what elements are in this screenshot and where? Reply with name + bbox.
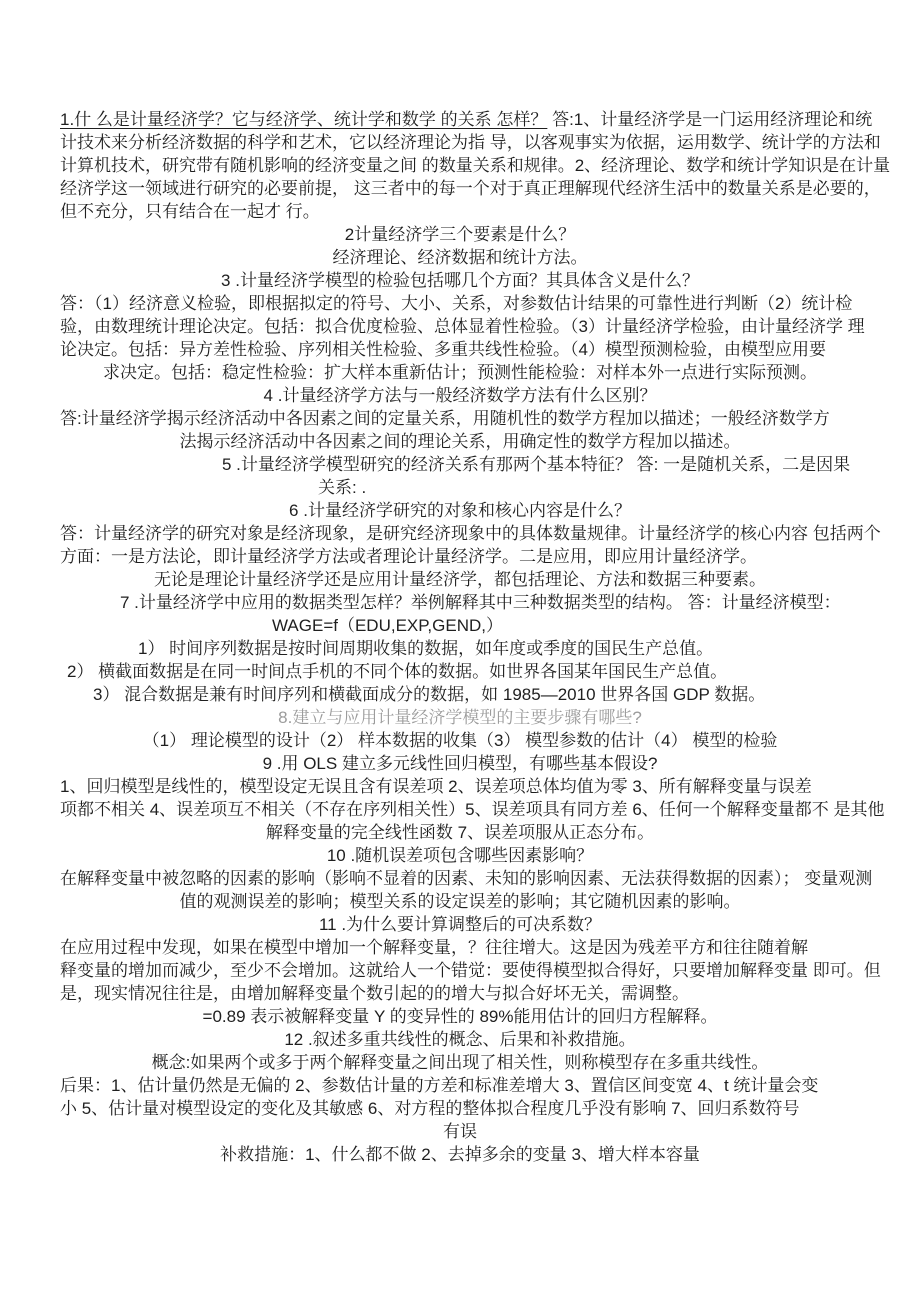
- text-line: 概念:如果两个或多于两个解释变量之间出现了相关性，则称模型存在多重共线性。: [151, 1053, 769, 1072]
- text-line: 2） 横截面数据是在同一时间点手机的不同个体的数据。如世界各国某年国民生产总值。: [67, 662, 728, 681]
- text-line: 9 .用 OLS 建立多元线性回归模型，有哪些基本假设?: [262, 754, 658, 773]
- text-line: 是，现实情况往往是，由增加解释变量个数引起的的增大与拟合好坏无关，需调整。: [60, 984, 689, 1003]
- text-line: 1、回归模型是线性的，模型设定无误且含有误差项 2、误差项总体均值为零 3、所有解释变量与误差: [60, 777, 812, 796]
- text-line: 1） 时间序列数据是按时间周期收集的数据，如年度或季度的国民生产总值。: [138, 639, 714, 658]
- text-line: 有误: [443, 1122, 477, 1141]
- text-line: 5 .计量经济学模型研究的经济关系有那两个基本特征？ 答: 一是随机关系，二是因果: [222, 455, 851, 474]
- text-line: 在解释变量中被忽略的因素的影响（影响不显着的因素、未知的影响因素、无法获得数据的因素）； 变量观测: [60, 869, 873, 888]
- text-line: 计技术来分析经济数据的科学和艺术，它以经济理论为指 导，以客观事实为依据，运用数学、统计学的方法和: [60, 133, 881, 152]
- text-line: 释变量的增加而减少，至少不会增加。这就给人一个错觉：要使得模型拟合得好，只要增加解释变量 即可。但: [60, 961, 881, 980]
- text-line: 项都不相关 4、误差项互不相关（不存在序列相关性）5、误差项具有同方差 6、任何一个解释变量都不 是其他: [60, 800, 885, 819]
- text-line: WAGE=f（EDU,EXP,GEND,）: [272, 616, 503, 635]
- text-line: 12 .叙述多重共线性的概念、后果和补救措施。: [284, 1030, 636, 1049]
- text-line: 论决定。包括：异方差性检验、序列相关性检验、多重共线性检验。（4）模型预测检验，由模型应用要: [60, 340, 826, 359]
- text-line: 后果：1、估计量仍然是无偏的 2、参数估计量的方差和标准差增大 3、置信区间变宽 4、t 统计量会变: [60, 1076, 819, 1095]
- text-line: 2计量经济学三个要素是什么？: [344, 225, 576, 244]
- text-line: 3 .计量经济学模型的检验包括哪几个方面？其具体含义是什么？: [221, 271, 699, 290]
- text-line: 求决定。包括：稳定性检验：扩大样本重新估计；预测性能检验：对样本外一点进行实际预测。: [103, 363, 817, 382]
- document-body: [60, 108, 891, 1166]
- text-line: 4 .计量经济学方法与一般经济数学方法有什么区别？: [263, 386, 657, 405]
- text-line: 关系: .: [318, 478, 367, 497]
- text-line: 小 5、估计量对模型设定的变化及其敏感 6、对方程的整体拟合程度几乎没有影响 7、回归系数符号: [60, 1099, 800, 1118]
- text-line: 值的观测误差的影响；模型关系的设定误差的影响；其它随机因素的影响。: [179, 892, 741, 911]
- text-line: 经济理论、经济数据和统计方法。: [332, 248, 588, 267]
- text-line: =0.89 表示被解释变量 Y 的变异性的 89%能用估计的回归方程解释。: [202, 1007, 718, 1026]
- text-line: 验，由数理统计理论决定。包括：拟合优度检验、总体显着性检验。（3）计量经济学检验，由计量经济学 理: [60, 317, 865, 336]
- text-line: 法揭示经济活动中各因素之间的理论关系，用确定性的数学方程加以描述。: [179, 432, 741, 451]
- text-line: 6 .计量经济学研究的对象和核心内容是什么？: [289, 501, 631, 520]
- text-line: 答：（1）经济意义检验，即根据拟定的符号、大小、关系，对参数估计结果的可靠性进行判断（2）统计检: [60, 294, 853, 313]
- text-line: 无论是理论计量经济学还是应用计量经济学，都包括理论、方法和数据三种要素。: [154, 570, 766, 589]
- text-line: 答:计量经济学揭示经济活动中各因素之间的定量关系，用随机性的数学方程加以描述；一般经济数学方: [60, 409, 830, 428]
- text-line: 在应用过程中发现，如果在模型中增加一个解释变量，？往往增大。这是因为残差平方和往往随着解: [60, 938, 808, 957]
- text-line: 11 .为什么要计算调整后的可决系数？: [318, 915, 602, 934]
- text-line: 方面：一是方法论，即计量经济学方法或者理论计量经济学。二是应用，即应用计量经济学。: [60, 547, 757, 566]
- text-segment: 答:1、计量经济学是一门运用经济理论和统: [547, 110, 873, 129]
- text-line: 解释变量的完全线性函数 7、误差项服从正态分布。: [265, 823, 655, 842]
- text-line: （1） 理论模型的设计（2） 样本数据的收集（3） 模型参数的估计（4） 模型的检验: [142, 731, 778, 750]
- text-line: 补救措施：1、什么都不做 2、去掉多余的变量 3、增大样本容量: [220, 1145, 700, 1164]
- text-line: 但不充分，只有结合在一起才 行。: [60, 202, 320, 221]
- text-line: [60, 108, 873, 131]
- text-line: 答：计量经济学的研究对象是经济现象，是研究经济现象中的具体数量规律。计量经济学的核心内容 包括两个: [60, 524, 881, 543]
- text-line: 3） 混合数据是兼有时间序列和横截面成分的数据，如 1985—2010 世界各国 GDP 数据。: [93, 685, 766, 704]
- text-line: 经济学这一领域进行研究的必要前提， 这三者中的每一个对于真正理解现代经济生活中的数量关系是必要的，: [60, 179, 881, 198]
- question-title-underlined: 1.什 么是计量经济学？它与经济学、统计学和数学 的关系 怎样？: [60, 110, 548, 129]
- text-line: 10 .随机误差项包含哪些因素影响？: [326, 846, 594, 865]
- text-line: 计算机技术，研究带有随机影响的经济变量之间 的数量关系和规律。2、经济理论、数学和统计学知识是在计量: [60, 156, 891, 175]
- text-line: 7 .计量经济学中应用的数据类型怎样？举例解释其中三种数据类型的结构。 答：计量经济模型：: [120, 593, 841, 612]
- text-line: 8.建立与应用计量经济学模型的主要步骤有哪些?: [278, 708, 642, 727]
